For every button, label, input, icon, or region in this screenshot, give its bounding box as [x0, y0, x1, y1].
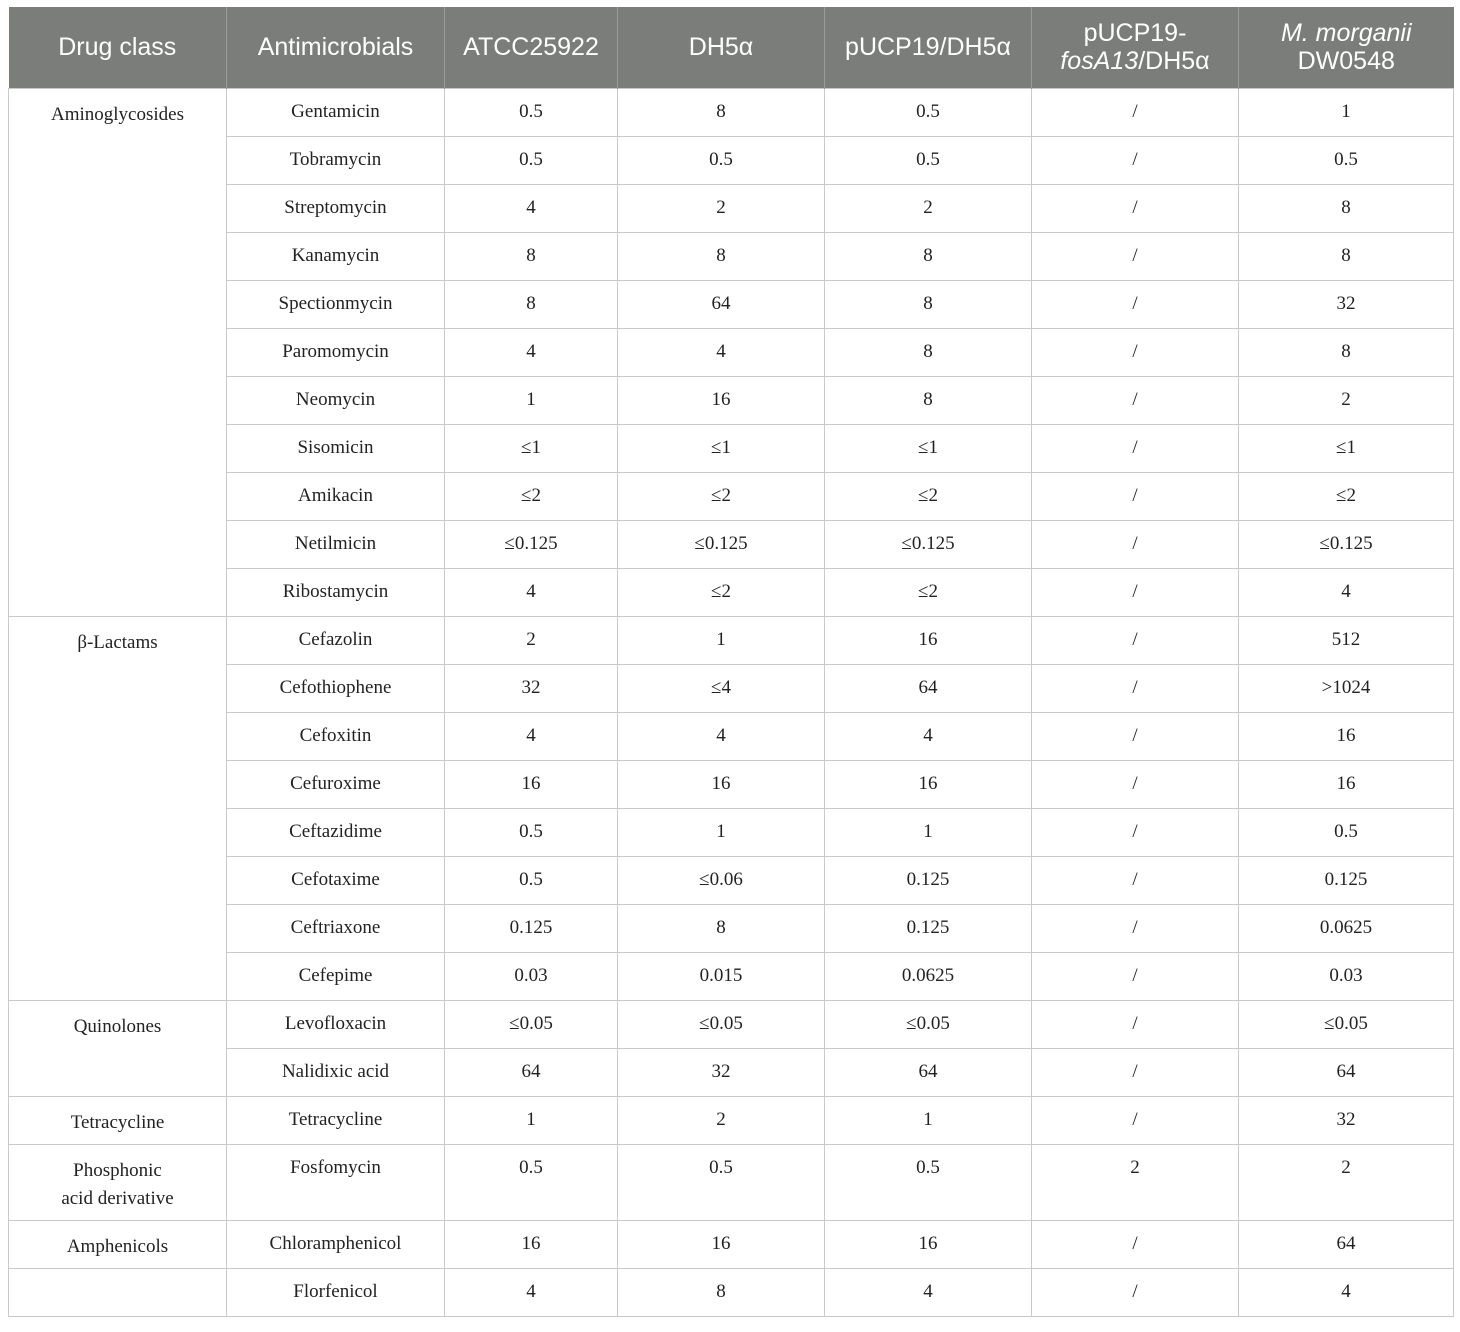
drug-cell: Paromomycin	[227, 328, 445, 376]
morganii-cell: 0.125	[1239, 856, 1454, 904]
drug-cell: Kanamycin	[227, 232, 445, 280]
atcc-cell: 1	[445, 1096, 618, 1144]
pucp19-cell: 8	[825, 328, 1032, 376]
morganii-cell: 0.0625	[1239, 904, 1454, 952]
fosa13-cell: 2	[1032, 1144, 1239, 1220]
fosa13-cell: /	[1032, 376, 1239, 424]
dh5a-cell: ≤0.125	[618, 520, 825, 568]
drug-cell: Florfenicol	[227, 1268, 445, 1316]
table-row	[9, 88, 1454, 136]
morganii-cell: 2	[1239, 1144, 1454, 1220]
pucp19-cell: 64	[825, 664, 1032, 712]
atcc-cell: 0.5	[445, 1144, 618, 1220]
dh5a-cell: 8	[618, 904, 825, 952]
header-fosa-suffix: /DH5α	[1138, 47, 1210, 76]
pucp19-cell: 16	[825, 616, 1032, 664]
fosa13-cell: /	[1032, 904, 1239, 952]
header-dh5a: DH5α	[618, 7, 825, 88]
morganii-cell: 4	[1239, 568, 1454, 616]
morganii-cell: 1	[1239, 88, 1454, 136]
morganii-cell: 16	[1239, 712, 1454, 760]
dh5a-cell: ≤0.06	[618, 856, 825, 904]
morganii-cell: 64	[1239, 1048, 1454, 1096]
atcc-cell: 4	[445, 712, 618, 760]
atcc-cell: 0.5	[445, 88, 618, 136]
dh5a-cell: 64	[618, 280, 825, 328]
fosa13-cell: /	[1032, 136, 1239, 184]
pucp19-cell: 1	[825, 1096, 1032, 1144]
mic-table	[8, 7, 1454, 1317]
atcc-cell: 0.5	[445, 856, 618, 904]
dh5a-cell: 2	[618, 1096, 825, 1144]
class-tetracycline: Tetracycline	[9, 1096, 227, 1144]
morganii-cell: ≤1	[1239, 424, 1454, 472]
fosa13-cell: /	[1032, 1048, 1239, 1096]
morganii-cell: ≤2	[1239, 472, 1454, 520]
drug-cell: Chloramphenicol	[227, 1220, 445, 1268]
pucp19-cell: 0.5	[825, 88, 1032, 136]
class-phosphonic-acid-derivative	[9, 1144, 227, 1220]
morganii-cell: 0.5	[1239, 136, 1454, 184]
fosa13-cell: /	[1032, 88, 1239, 136]
table-body	[9, 88, 1454, 1316]
fosa13-cell: /	[1032, 472, 1239, 520]
fosa13-cell: /	[1032, 760, 1239, 808]
pucp19-cell: 4	[825, 1268, 1032, 1316]
drug-cell: Fosfomycin	[227, 1144, 445, 1220]
drug-cell: Streptomycin	[227, 184, 445, 232]
dh5a-cell: 8	[618, 232, 825, 280]
morganii-cell: 8	[1239, 328, 1454, 376]
fosa13-cell: /	[1032, 568, 1239, 616]
fosa13-cell: /	[1032, 664, 1239, 712]
drug-cell: Cefoxitin	[227, 712, 445, 760]
dh5a-cell: 4	[618, 712, 825, 760]
table-row	[9, 1000, 1454, 1048]
atcc-cell: 16	[445, 760, 618, 808]
dh5a-cell: ≤0.05	[618, 1000, 825, 1048]
header-m-morganii-dw0548	[1239, 7, 1454, 88]
class-amphenicols: Amphenicols	[9, 1220, 227, 1268]
dh5a-cell: 4	[618, 328, 825, 376]
fosa13-cell: /	[1032, 280, 1239, 328]
morganii-cell: ≤0.125	[1239, 520, 1454, 568]
morganii-cell: 512	[1239, 616, 1454, 664]
table-header	[9, 7, 1454, 88]
dh5a-cell: 1	[618, 616, 825, 664]
pucp19-cell: 16	[825, 760, 1032, 808]
class-quinolones: Quinolones	[9, 1000, 227, 1096]
atcc-cell: 4	[445, 1268, 618, 1316]
class-phosphonic-line1: Phosphonic	[73, 1159, 162, 1181]
pucp19-cell: ≤0.05	[825, 1000, 1032, 1048]
dh5a-cell: ≤1	[618, 424, 825, 472]
dh5a-cell: 16	[618, 1220, 825, 1268]
morganii-cell: 0.5	[1239, 808, 1454, 856]
header-morganii-species: M. morganii	[1280, 19, 1412, 48]
morganii-cell: 4	[1239, 1268, 1454, 1316]
table-row	[9, 1144, 1454, 1220]
fosa13-cell: /	[1032, 1268, 1239, 1316]
drug-cell: Ribostamycin	[227, 568, 445, 616]
pucp19-cell: 2	[825, 184, 1032, 232]
fosa13-cell: /	[1032, 520, 1239, 568]
fosa13-cell: /	[1032, 1220, 1239, 1268]
drug-cell: Levofloxacin	[227, 1000, 445, 1048]
drug-cell: Netilmicin	[227, 520, 445, 568]
header-drug-class: Drug class	[9, 7, 227, 88]
morganii-cell: 32	[1239, 280, 1454, 328]
drug-cell: Neomycin	[227, 376, 445, 424]
dh5a-cell: 1	[618, 808, 825, 856]
table-row	[9, 1268, 1454, 1316]
drug-cell: Sisomicin	[227, 424, 445, 472]
morganii-cell: 32	[1239, 1096, 1454, 1144]
drug-cell: Gentamicin	[227, 88, 445, 136]
fosa13-cell: /	[1032, 952, 1239, 1000]
dh5a-cell: 2	[618, 184, 825, 232]
drug-cell: Ceftazidime	[227, 808, 445, 856]
class-aminoglycosides: Aminoglycosides	[9, 88, 227, 616]
class-empty-cell	[9, 1268, 227, 1316]
class-beta-lactams: β-Lactams	[9, 616, 227, 1000]
class-phosphonic-line2: acid derivative	[61, 1187, 174, 1209]
dh5a-cell: 8	[618, 88, 825, 136]
atcc-cell: 4	[445, 568, 618, 616]
header-pucp19-fosa13-dh5a	[1032, 7, 1239, 88]
dh5a-cell: 16	[618, 760, 825, 808]
fosa13-cell: /	[1032, 1096, 1239, 1144]
atcc-cell: 0.5	[445, 808, 618, 856]
header-fosa-gene: fosA13	[1060, 47, 1139, 76]
drug-cell: Cefuroxime	[227, 760, 445, 808]
table-row	[9, 1096, 1454, 1144]
atcc-cell: 32	[445, 664, 618, 712]
header-row	[9, 7, 1454, 88]
pucp19-cell: 0.5	[825, 1144, 1032, 1220]
fosa13-cell: /	[1032, 232, 1239, 280]
dh5a-cell: 8	[618, 1268, 825, 1316]
fosa13-cell: /	[1032, 616, 1239, 664]
table-row	[9, 616, 1454, 664]
header-morganii-strain: DW0548	[1297, 47, 1395, 76]
dh5a-cell: ≤4	[618, 664, 825, 712]
drug-cell: Amikacin	[227, 472, 445, 520]
drug-cell: Cefepime	[227, 952, 445, 1000]
drug-cell: Spectionmycin	[227, 280, 445, 328]
morganii-cell: 64	[1239, 1220, 1454, 1268]
pucp19-cell: ≤1	[825, 424, 1032, 472]
morganii-cell: 8	[1239, 232, 1454, 280]
pucp19-cell: ≤2	[825, 568, 1032, 616]
fosa13-cell: /	[1032, 424, 1239, 472]
atcc-cell: ≤1	[445, 424, 618, 472]
atcc-cell: 0.03	[445, 952, 618, 1000]
fosa13-cell: /	[1032, 808, 1239, 856]
pucp19-cell: 8	[825, 376, 1032, 424]
morganii-cell: 16	[1239, 760, 1454, 808]
drug-cell: Ceftriaxone	[227, 904, 445, 952]
pucp19-cell: 8	[825, 232, 1032, 280]
pucp19-cell: 16	[825, 1220, 1032, 1268]
morganii-cell: ≤0.05	[1239, 1000, 1454, 1048]
drug-cell: Tobramycin	[227, 136, 445, 184]
header-antimicrobials: Antimicrobials	[227, 7, 445, 88]
fosa13-cell: /	[1032, 328, 1239, 376]
pucp19-cell: 64	[825, 1048, 1032, 1096]
pucp19-cell: 0.5	[825, 136, 1032, 184]
atcc-cell: 1	[445, 376, 618, 424]
atcc-cell: 0.5	[445, 136, 618, 184]
fosa13-cell: /	[1032, 1000, 1239, 1048]
header-pucp19-dh5a: pUCP19/DH5α	[825, 7, 1032, 88]
dh5a-cell: 32	[618, 1048, 825, 1096]
atcc-cell: ≤2	[445, 472, 618, 520]
atcc-cell: ≤0.125	[445, 520, 618, 568]
dh5a-cell: 0.5	[618, 1144, 825, 1220]
drug-cell: Cefazolin	[227, 616, 445, 664]
pucp19-cell: 0.125	[825, 904, 1032, 952]
pucp19-cell: 8	[825, 280, 1032, 328]
dh5a-cell: ≤2	[618, 568, 825, 616]
atcc-cell: 8	[445, 280, 618, 328]
dh5a-cell: 16	[618, 376, 825, 424]
atcc-cell: 64	[445, 1048, 618, 1096]
table-row	[9, 1220, 1454, 1268]
atcc-cell: 0.125	[445, 904, 618, 952]
atcc-cell: 2	[445, 616, 618, 664]
morganii-cell: 2	[1239, 376, 1454, 424]
fosa13-cell: /	[1032, 856, 1239, 904]
fosa13-cell: /	[1032, 712, 1239, 760]
drug-cell: Cefotaxime	[227, 856, 445, 904]
atcc-cell: 8	[445, 232, 618, 280]
drug-cell: Cefothiophene	[227, 664, 445, 712]
atcc-cell: 16	[445, 1220, 618, 1268]
atcc-cell: 4	[445, 184, 618, 232]
morganii-cell: >1024	[1239, 664, 1454, 712]
header-atcc25922: ATCC25922	[445, 7, 618, 88]
pucp19-cell: ≤2	[825, 472, 1032, 520]
fosa13-cell: /	[1032, 184, 1239, 232]
pucp19-cell: ≤0.125	[825, 520, 1032, 568]
dh5a-cell: 0.5	[618, 136, 825, 184]
pucp19-cell: 1	[825, 808, 1032, 856]
pucp19-cell: 0.0625	[825, 952, 1032, 1000]
dh5a-cell: ≤2	[618, 472, 825, 520]
atcc-cell: 4	[445, 328, 618, 376]
morganii-cell: 0.03	[1239, 952, 1454, 1000]
drug-cell: Tetracycline	[227, 1096, 445, 1144]
pucp19-cell: 4	[825, 712, 1032, 760]
header-fosa-prefix: pUCP19-	[1083, 19, 1187, 48]
drug-cell: Nalidixic acid	[227, 1048, 445, 1096]
morganii-cell: 8	[1239, 184, 1454, 232]
pucp19-cell: 0.125	[825, 856, 1032, 904]
atcc-cell: ≤0.05	[445, 1000, 618, 1048]
dh5a-cell: 0.015	[618, 952, 825, 1000]
